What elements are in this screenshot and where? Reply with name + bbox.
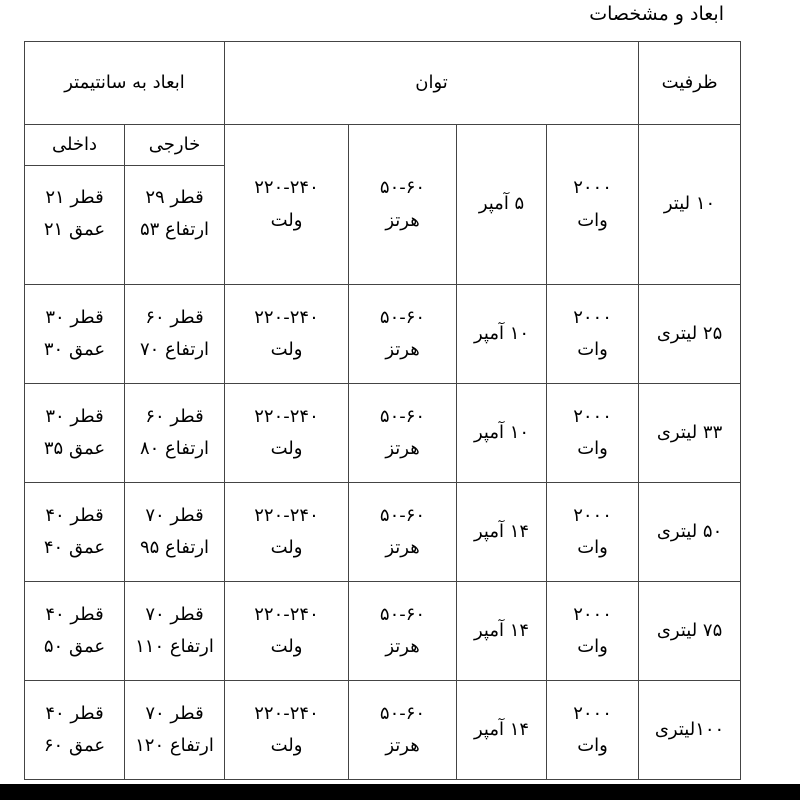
- frequency-cell: [349, 582, 457, 681]
- frequency-cell-text: هرتز: [385, 438, 420, 459]
- outer-dimension-cell-text: ارتفاع ۷۰: [139, 339, 210, 360]
- wattage-cell: [547, 582, 639, 681]
- specs-table-body: [25, 42, 741, 780]
- inner-dimension-cell: [25, 384, 125, 483]
- outer-dimension-cell-text: قطر ۷۰: [145, 504, 204, 526]
- outer-dimension-values: [125, 166, 224, 247]
- inner-dimension-cell-text: عمق ۳۰: [43, 339, 106, 360]
- voltage-cell-text: ولت: [270, 537, 303, 558]
- current-cell: [457, 125, 547, 285]
- voltage-cell: [225, 285, 349, 384]
- current-cell: [457, 582, 547, 681]
- table-row: [25, 125, 741, 285]
- inner-dimension-values: [25, 166, 124, 247]
- voltage-cell-text: ۲۲۰-۲۴۰: [254, 405, 319, 427]
- capacity-header: ظرفیت: [639, 42, 741, 125]
- outer-dimension-cell-text: قطر ۷۰: [145, 603, 204, 625]
- voltage-cell-text: ۲۲۰-۲۴۰: [254, 177, 319, 199]
- outer-dimension-cell-text: قطر ۶۰: [145, 405, 204, 427]
- voltage-cell: [225, 582, 349, 681]
- power-header: توان: [225, 42, 639, 125]
- wattage-cell-text: ۲۰۰۰: [573, 405, 612, 427]
- current-cell: [457, 483, 547, 582]
- frequency-cell: [349, 285, 457, 384]
- wattage-cell-text: ۲۰۰۰: [573, 306, 612, 328]
- voltage-cell-text: ولت: [270, 735, 303, 756]
- capacity-cell: [639, 384, 741, 483]
- inner-dimension-cell: [25, 582, 125, 681]
- frequency-cell-text: ۵۰-۶۰: [379, 702, 426, 724]
- frequency-cell-text: ۵۰-۶۰: [379, 405, 426, 427]
- inner-dimension-cell-text: قطر ۳۰: [45, 306, 104, 328]
- outer-dimension-cell: [125, 582, 225, 681]
- wattage-cell: [547, 285, 639, 384]
- frequency-cell-text: هرتز: [385, 537, 420, 558]
- frequency-cell-text: ۵۰-۶۰: [379, 306, 426, 328]
- wattage-cell-text: وات: [577, 537, 608, 558]
- inner-header: داخلی: [25, 125, 124, 166]
- specs-table: [24, 41, 741, 780]
- voltage-cell: [225, 384, 349, 483]
- inner-dimension-cell-text: قطر ۴۰: [45, 603, 104, 625]
- frequency-cell: [349, 125, 457, 285]
- outer-diameter: قطر ۲۹: [145, 187, 204, 208]
- outer-dimension-cell-text: قطر ۷۰: [145, 702, 204, 724]
- voltage-cell-text: ۲۲۰-۲۴۰: [254, 603, 319, 625]
- wattage-cell: [547, 681, 639, 780]
- capacity-cell: [639, 681, 741, 780]
- inner-dimension-cell: [25, 285, 125, 384]
- outer-dimension-cell-text: ارتفاع ۱۲۰: [135, 735, 214, 756]
- inner-dimension-cell-text: عمق ۴۰: [43, 537, 106, 558]
- wattage-cell-text: وات: [577, 209, 608, 231]
- wattage-cell: [547, 125, 639, 285]
- table-row: [25, 681, 741, 780]
- outer-dimension-cell: [125, 681, 225, 780]
- voltage-cell-text: ولت: [270, 438, 303, 459]
- current-cell-text: ۱۴ آمپر: [473, 718, 530, 740]
- outer-dimension-cell-text: ارتفاع ۸۰: [139, 438, 210, 459]
- voltage-cell-text: ۲۲۰-۲۴۰: [254, 306, 319, 328]
- capacity-cell-text: ۱۰ لیتر: [663, 193, 716, 215]
- outer-dimension-cell: [125, 125, 225, 285]
- wattage-cell: [547, 384, 639, 483]
- voltage-cell-text: ۲۲۰-۲۴۰: [254, 504, 319, 526]
- capacity-cell: [639, 483, 741, 582]
- current-cell-text: ۱۴ آمپر: [473, 520, 530, 542]
- voltage-cell: [225, 483, 349, 582]
- inner-dimension-cell-text: عمق ۵۰: [43, 636, 106, 657]
- outer-dimension-cell-text: ارتفاع ۱۱۰: [135, 636, 214, 657]
- outer-dimension-cell-text: ارتفاع ۹۵: [139, 537, 210, 558]
- voltage-cell-text: ۲۲۰-۲۴۰: [254, 702, 319, 724]
- inner-diameter: قطر ۲۱: [45, 187, 104, 208]
- frequency-cell: [349, 681, 457, 780]
- inner-dimension-cell-text: قطر ۳۰: [45, 405, 104, 427]
- table-row: [25, 285, 741, 384]
- page-title: ابعاد و مشخصات: [589, 3, 724, 25]
- header-row: [25, 42, 741, 125]
- wattage-cell-text: وات: [577, 636, 608, 657]
- inner-dimension-cell-text: قطر ۴۰: [45, 702, 104, 724]
- wattage-cell-text: ۲۰۰۰: [573, 504, 612, 526]
- voltage-cell: [225, 681, 349, 780]
- capacity-cell-text: ۵۰ لیتری: [656, 520, 723, 542]
- frequency-cell-text: ۵۰-۶۰: [379, 177, 426, 199]
- capacity-cell-text: ۷۵ لیتری: [656, 619, 723, 641]
- dimensions-header: ابعاد به سانتیمتر: [25, 42, 225, 125]
- frequency-cell: [349, 483, 457, 582]
- wattage-cell-text: وات: [577, 339, 608, 360]
- outer-header: خارجی: [125, 125, 224, 166]
- frequency-cell-text: ۵۰-۶۰: [379, 504, 426, 526]
- voltage-cell-text: ولت: [270, 636, 303, 657]
- capacity-cell: [639, 582, 741, 681]
- frequency-cell-text: هرتز: [385, 339, 420, 360]
- current-cell: [457, 285, 547, 384]
- wattage-cell-text: ۲۰۰۰: [573, 702, 612, 724]
- frequency-cell-text: هرتز: [385, 209, 420, 231]
- inner-dimension-cell-text: عمق ۳۵: [43, 438, 106, 459]
- table-row: [25, 582, 741, 681]
- wattage-cell-text: ۲۰۰۰: [573, 177, 612, 199]
- capacity-cell: [639, 285, 741, 384]
- capacity-cell-text: ۳۳ لیتری: [656, 421, 723, 443]
- capacity-cell-text: ۲۵ لیتری: [656, 322, 723, 344]
- inner-dimension-cell: [25, 125, 125, 285]
- voltage-cell-text: ولت: [270, 209, 303, 231]
- outer-dimension-cell: [125, 483, 225, 582]
- current-cell-text: ۱۰ آمپر: [473, 421, 530, 443]
- outer-dimension-cell: [125, 384, 225, 483]
- frequency-cell-text: هرتز: [385, 636, 420, 657]
- frequency-cell-text: هرتز: [385, 735, 420, 756]
- frequency-cell: [349, 384, 457, 483]
- wattage-cell-text: ۲۰۰۰: [573, 603, 612, 625]
- capacity-cell: [639, 125, 741, 285]
- table-row: [25, 483, 741, 582]
- voltage-cell: [225, 125, 349, 285]
- frequency-cell-text: ۵۰-۶۰: [379, 603, 426, 625]
- wattage-cell-text: وات: [577, 438, 608, 459]
- current-cell: [457, 384, 547, 483]
- outer-dimension-cell-text: قطر ۶۰: [145, 306, 204, 328]
- inner-depth: عمق ۲۱: [43, 219, 106, 241]
- wattage-cell: [547, 483, 639, 582]
- table-row: [25, 384, 741, 483]
- current-cell: [457, 681, 547, 780]
- current-cell-text: ۱۰ آمپر: [473, 322, 530, 344]
- inner-dimension-cell-text: قطر ۴۰: [45, 504, 104, 526]
- outer-height: ارتفاع ۵۳: [139, 219, 210, 241]
- inner-dimension-cell-text: عمق ۶۰: [43, 735, 106, 756]
- current-cell-text: ۵ آمپر: [478, 193, 525, 215]
- outer-dimension-cell: [125, 285, 225, 384]
- capacity-cell-text: ۱۰۰لیتری: [654, 718, 725, 740]
- wattage-cell-text: وات: [577, 735, 608, 756]
- bottom-bar: [0, 784, 800, 800]
- voltage-cell-text: ولت: [270, 339, 303, 360]
- current-cell-text: ۱۴ آمپر: [473, 619, 530, 641]
- inner-dimension-cell: [25, 483, 125, 582]
- inner-dimension-cell: [25, 681, 125, 780]
